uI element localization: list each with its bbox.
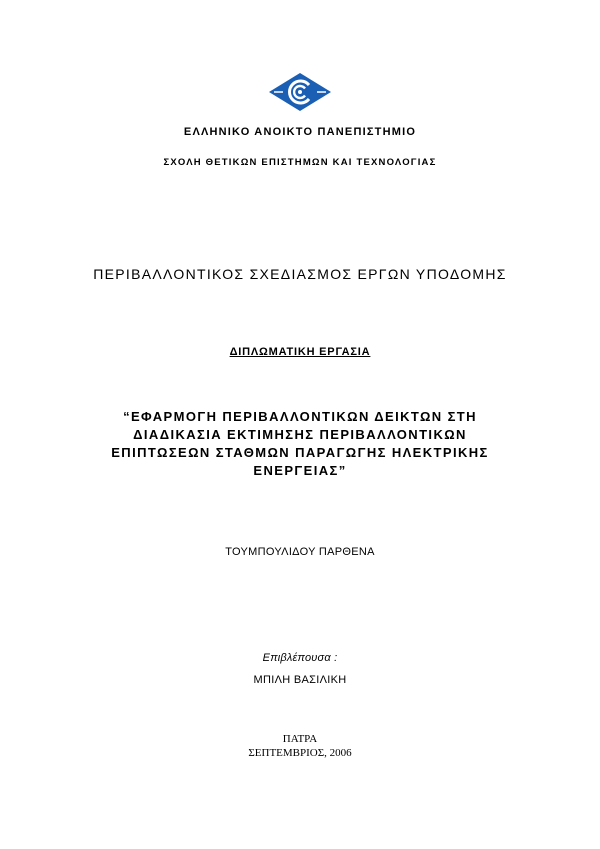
supervisor-label: Επιβλέπουσα : [262,652,338,664]
school-name: ΣΧΟΛΗ ΘΕΤΙΚΩΝ ΕΠΙΣΤΗΜΩΝ ΚΑΙ ΤΕΧΝΟΛΟΓΙΑΣ [163,157,437,168]
author-name: ΤΟΥΜΠΟΥΛΙΔΟΥ ΠΑΡΘΕΝΑ [225,546,375,558]
document-type [0,346,600,358]
date: ΣΕΠΤΕΜΒΡΙΟΣ, 2006 [248,747,352,759]
city: ΠΑΤΡΑ [282,733,318,745]
document-type-label: ΔΙΠΛΩΜΑΤΙΚΗ ΕΡΓΑΣΙΑ [229,346,371,358]
thesis-title: “ΕΦΑΡΜΟΓΗ ΠΕΡΙΒΑΛΛΟΝΤΙΚΩΝ ΔΕΙΚΤΩΝ ΣΤΗ ΔΙΑΔΙΚΑΣΙΑ ΕΚΤΙΜΗΣΗΣ ΠΕΡΙΒΑΛΛΟΝΤΙΚΩΝ ΕΠΙΠΤΩΣΕΩΝ ΣΤΑΘΜΩΝ ΠΑΡΑΓΩΓΗΣ ΗΛΕΚΤΡΙΚΗΣ ΕΝΕΡΓΕΙΑΣ” [111,409,489,478]
program-name: ΠΕΡΙΒΑΛΛΟΝΤΙΚΟΣ ΣΧΕΔΙΑΣΜΟΣ ΕΡΓΩΝ ΥΠΟΔΟΜΗΣ [93,266,507,282]
supervisor-name: ΜΠΙΛΗ ΒΑΣΙΛΙΚΗ [253,674,347,686]
university-name: ΕΛΛΗΝΙΚΟ ΑΝΟΙΚΤΟ ΠΑΝΕΠΙΣΤΗΜΙΟ [183,126,417,138]
university-logo-icon [268,72,332,112]
